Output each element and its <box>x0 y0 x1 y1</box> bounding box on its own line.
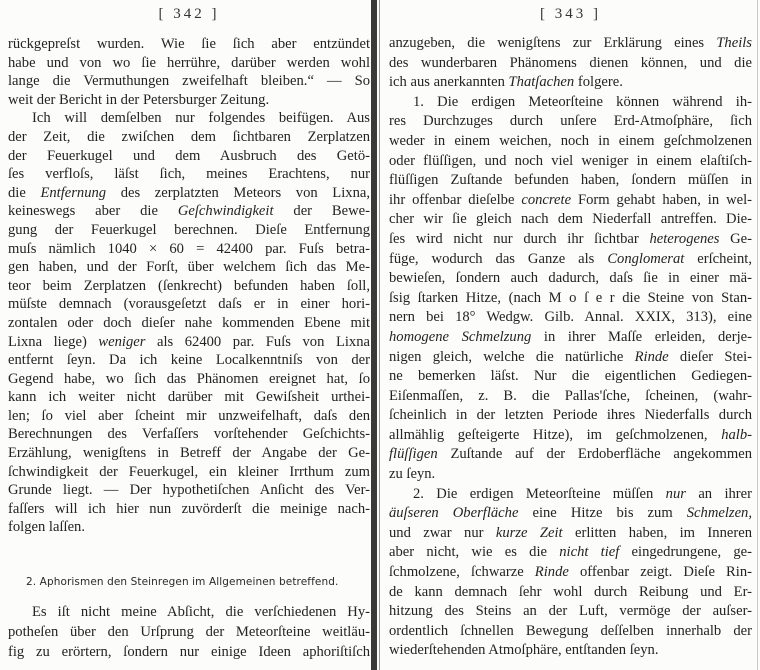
text-line <box>8 444 370 463</box>
text-run: folgen laſſen. <box>8 519 85 536</box>
text-line <box>389 641 752 661</box>
gutter-line <box>379 0 380 670</box>
text-line <box>389 191 752 211</box>
text-line <box>389 132 752 152</box>
text-line <box>389 93 752 113</box>
text-line <box>8 388 370 407</box>
text-run: weit der Bericht in der Petersburger Zeitung. <box>8 91 270 108</box>
text-run: ſchwindigkeit der Feuerkugel, ein kleiner Irrthum zum <box>8 463 370 480</box>
text-line <box>8 351 370 370</box>
text-run: eingedrungene, ge- <box>619 544 752 561</box>
text-run: fig zu erörtern, ſondern nur einige Ideen aphoriſtiſch <box>8 644 370 661</box>
text-run: nigen gleich, welche die natürliche <box>389 348 635 365</box>
text-run: aber nicht, wie es die <box>389 544 560 561</box>
page-text <box>389 34 752 661</box>
text-line <box>8 481 370 500</box>
text-run: Form gehabt haben, in wel- <box>571 191 753 208</box>
text-run: gung der Feuerkugel berechnen. Dieſe Entfernung <box>8 221 370 238</box>
text-line <box>389 73 752 93</box>
text-line <box>8 602 370 622</box>
text-line <box>8 109 370 128</box>
text-run: lange die Vermuthungen zweifelhaft bleiben.“ — So <box>8 73 370 90</box>
text-run: erſcheint, <box>684 250 752 267</box>
text-line <box>8 407 370 426</box>
text-run: zontalen oder doch dieſer nahe kommenden Ebene mit <box>8 314 370 331</box>
text-line <box>8 147 370 166</box>
text-run: Es iſt nicht meine Abſicht, die verſchiedenen Hy- <box>32 603 370 620</box>
text-line <box>389 485 752 505</box>
text-line <box>8 295 370 314</box>
text-run: des zerplatzten Meteors von Lixna, <box>106 184 370 201</box>
text-line <box>8 35 370 54</box>
right-page <box>389 0 752 670</box>
text-run: bewieſen, ſondern auch dadurch, daſs ſie in einer mä- <box>389 270 752 287</box>
text-line <box>389 230 752 250</box>
text-run: muſs nämlich 1040 × 60 = 42400 par. Fuſs betra- <box>8 240 370 257</box>
emphasis-run: Theils <box>716 35 752 51</box>
text-run: potheſen über den Urſprung der Meteorſteine weitläu- <box>8 623 370 640</box>
text-run: cher wir ſie gleich nach dem Niederfall antreffen. Die- <box>389 211 752 228</box>
text-run: ordentlich ſchnellen Bewegung deſſelben innerhalb der <box>389 622 752 639</box>
text-line <box>389 367 752 387</box>
text-line <box>8 54 370 73</box>
text-run: flüſſigen Zuſtande befunden haben, ſondern müſſen in <box>389 172 752 189</box>
text-run: ihr offenbar dieſelbe <box>389 191 522 208</box>
emphasis-run: heterogenes <box>649 230 720 247</box>
emphasis-run: concrete <box>521 191 572 208</box>
text-run: Berechnungen des Verfaſſers vorſtehender Geſchichts- <box>8 426 370 443</box>
book-gutter-divider <box>371 0 377 670</box>
text-run: Ge- <box>719 230 752 247</box>
text-run: die <box>8 184 41 201</box>
text-run: der Zeit, die zwiſchen dem ſichtbaren Zerplatzen <box>8 128 370 145</box>
text-line <box>389 602 752 622</box>
text-line <box>389 328 752 348</box>
emphasis-run: äuſseren Oberfläche <box>389 505 519 522</box>
text-run: gen haben, und der Forſt, über welchem ſich das Me- <box>8 259 370 276</box>
emphasis-run: Entfernung <box>40 184 107 201</box>
text-line <box>8 128 370 147</box>
left-page <box>8 0 370 670</box>
text-line <box>389 171 752 191</box>
text-run: ich aus anerkannten <box>389 74 509 91</box>
text-line <box>8 258 370 277</box>
text-line <box>8 518 370 537</box>
text-run: len; ſo viel aber ſcheint mir unzweifelhaft, daſs den <box>8 407 370 424</box>
text-run: ſsig ſtarken Hitze, (nach M o ſ e r die Steine von Stan- <box>389 289 752 306</box>
text-line <box>8 221 370 240</box>
text-line <box>389 54 752 74</box>
text-run: Grunde liegt. — Der hypothetiſchen Anſicht des Ver- <box>8 482 370 499</box>
text-run: wiederſtehenden Atmoſphäre, entſtanden ſeyn. <box>389 642 659 659</box>
section-heading: 2. Aphorismen den Steinregen im Allgemeinen betreffend. <box>26 576 339 589</box>
text-line <box>8 184 370 203</box>
text-run: Eiſenmaſſen, z. B. die Pallas'ſche, ſcheinen, (wahr- <box>389 387 752 404</box>
text-run: in ihrer Maſſe erleiden, derje- <box>531 328 752 345</box>
paragraph <box>8 109 370 537</box>
text-run: 2. Die erdigen Meteorſteine müſſen <box>413 485 666 502</box>
text-line <box>8 642 370 662</box>
text-run: Lixna liege) <box>8 333 99 350</box>
page-text <box>8 35 370 663</box>
text-line <box>389 34 752 54</box>
text-run: Gegend habe, wo ſich das Phänomen ereignet hat, ſo <box>8 370 370 387</box>
text-line <box>389 289 752 309</box>
text-line <box>389 543 752 563</box>
text-run: entfernt ſeyn. Da ich keine Localkenntniſs von der <box>8 352 370 369</box>
paragraph <box>389 93 752 485</box>
paragraph <box>8 602 370 663</box>
text-run: oder flüſſigen, und noch viel weniger in einem elaſtiſch- <box>389 152 752 169</box>
text-run: offenbar zeigt. Dieſe Rin- <box>568 564 752 581</box>
text-line <box>389 406 752 426</box>
emphasis-run: kurze Zeit <box>495 524 563 541</box>
text-run: der Bewe- <box>273 203 370 220</box>
text-run: ſes wird nicht nur durch ihr ſichtbar <box>389 230 650 247</box>
text-run: erlitten haben, im Inneren <box>562 524 752 541</box>
text-line <box>389 504 752 524</box>
text-line <box>389 112 752 132</box>
text-line <box>8 425 370 444</box>
text-run: res Durchzuges durch unſere Erd-Atmoſphäre, ſich <box>389 113 752 130</box>
text-run: hitzung des Steins an der Luft, vermöge der auſser- <box>389 603 752 620</box>
emphasis-run: halb- <box>721 426 752 443</box>
text-line <box>389 465 752 485</box>
text-line <box>389 563 752 583</box>
text-run: 1. Die erdigen Meteorſteine können während ih- <box>413 93 752 110</box>
text-line <box>389 348 752 368</box>
emphasis-run: Geſchwindigkeit <box>177 203 274 220</box>
text-line <box>8 333 370 352</box>
paragraph <box>389 485 752 661</box>
text-run: Erzählung, wenigſtens in Betreff der Angabe der Ge- <box>8 445 370 462</box>
emphasis-run: homogene Schmelzung <box>389 328 532 345</box>
text-run: als 62400 par. Fuſs von Lixna <box>145 333 370 350</box>
text-line <box>389 250 752 270</box>
emphasis-run: weniger <box>98 333 146 350</box>
text-line <box>8 622 370 642</box>
text-line <box>389 524 752 544</box>
emphasis-run: Schmelzen, <box>686 505 752 522</box>
emphasis-run: Conglomerat <box>607 250 685 267</box>
text-line <box>8 500 370 519</box>
text-run: ſchmolzene, ſchwarze <box>389 564 535 581</box>
text-run: müſste demnach (vorausgeſetzt daſs er in einer hori- <box>8 296 370 313</box>
text-run: de kann demnach ſehr wohl durch Reibung und Er- <box>389 583 752 600</box>
emphasis-run: nur <box>665 485 686 502</box>
text-line <box>8 240 370 259</box>
text-line <box>389 387 752 407</box>
text-run: keineswegs aber die <box>8 203 178 220</box>
emphasis-run: nicht tief <box>559 544 620 561</box>
text-line <box>8 91 370 110</box>
text-run: füge, wodurch das Ganze als <box>389 250 608 267</box>
text-line <box>389 210 752 230</box>
text-run: des wunderbaren Phänomens dienen können, und die <box>389 54 752 71</box>
emphasis-run: Rinde <box>634 348 669 365</box>
emphasis-run: flüſſigen <box>389 446 438 463</box>
text-run: nern bei 18° Wedgw. Gilb. Annal. XXIX, 313), eine <box>389 309 752 326</box>
text-line <box>389 445 752 465</box>
text-run: allmählig geſteigerte Hitze), im geſchmolzenen, <box>389 426 722 443</box>
text-run: Ich will demſelben nur folgendes beifügen. Aus <box>32 110 370 127</box>
emphasis-run: Rinde <box>534 564 569 581</box>
emphasis-run: Thatſachen <box>508 74 575 91</box>
text-line <box>8 165 370 184</box>
text-run: dieſer Stei- <box>668 348 752 365</box>
page-edge <box>757 0 758 670</box>
text-run: ne bemerken läſst. Nur die eigentlichen Gediegen- <box>389 368 752 385</box>
text-line <box>8 277 370 296</box>
text-run: Zuſtande auf der Erdoberfläche angekommen <box>437 446 752 463</box>
text-line <box>8 72 370 91</box>
text-run: rückgepreſst wurden. Wie ſie ſich aber entzündet <box>8 36 370 52</box>
page-number: [ 343 ] <box>540 6 601 22</box>
text-run: zu ſeyn. <box>389 466 436 483</box>
text-run: teor beim Zerplatzen (ſenkrecht) befunden haben ſoll, <box>8 277 370 294</box>
text-line <box>8 314 370 333</box>
text-line <box>389 269 752 289</box>
text-run: anzugeben, die wenigſtens zur Erklärung eines <box>389 35 717 51</box>
paragraph <box>389 34 752 93</box>
text-run: faſſers will ich hier nun zuvörderſt die meinige nach- <box>8 500 370 517</box>
paragraph <box>8 35 370 109</box>
text-line <box>8 463 370 482</box>
text-run: und zwar nur <box>389 524 496 541</box>
text-run: eine Hitze bis zum <box>518 505 687 522</box>
text-run: habe und von wo ſie herrühre, darüber werden wohl <box>8 54 370 71</box>
text-line <box>389 583 752 603</box>
page-number: [ 342 ] <box>158 6 220 22</box>
text-run: ſcheinlich in der letzten Periode ihres Niederfalls durch <box>389 407 752 424</box>
text-line <box>8 370 370 389</box>
text-run: ſes verfloſs, läſst ſich, meines Erachtens, nur <box>8 166 370 183</box>
text-line <box>389 426 752 446</box>
text-run: folgere. <box>574 74 623 91</box>
text-line <box>389 308 752 328</box>
text-run: an ihrer <box>685 485 752 502</box>
text-run: der Feuerkugel und dem Ausbruch des Getö- <box>8 147 370 164</box>
text-line <box>389 622 752 642</box>
text-line <box>8 202 370 221</box>
text-line <box>389 152 752 172</box>
text-run: kann ich weiter nicht darüber mit Gewiſsheit urthei- <box>8 389 370 406</box>
text-run: weder in einem weichen, noch in einem geſchmolzenen <box>389 132 752 149</box>
